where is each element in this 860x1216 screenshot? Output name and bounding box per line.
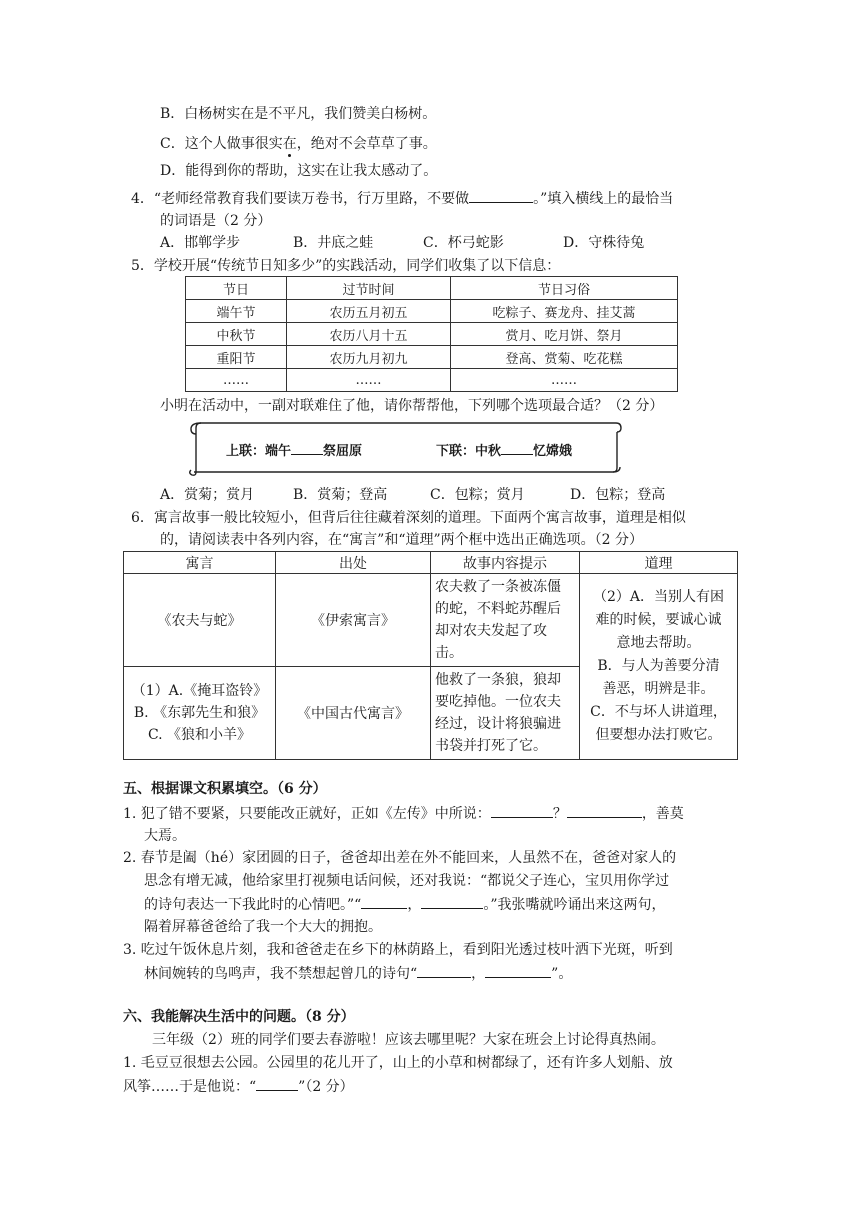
fable-source: 《伊索寓言》 [276,574,431,667]
sec5-q2-line2: 思念有增无减，他给家里打视频电话问候，还对我说：“都说父子连心，宝贝用你学过 [144,873,670,889]
table-cell: …… [451,369,678,392]
table-row [124,574,738,667]
answer-blank[interactable] [567,803,642,818]
sec6-q1-line2: 风筝……于是他说：“ ”（2 分） [123,1076,354,1097]
couplet-down: 下联：中秋 忆嫦娥 [436,440,572,462]
table-row [186,369,678,392]
q5-option[interactable]: A．赏菊；赏月 [160,487,255,503]
q5-option[interactable]: D．包粽；登高 [570,487,666,503]
q5-option[interactable]: C．包粽；赏月 [430,487,525,503]
table-cell: 农历五月初五 [287,300,451,323]
q4-stem: 4．“老师经常教育我们要读万卷书，行万里路，不要做 。”填入横线上的最恰当 [131,188,673,209]
table-header-cell: 节日 [186,277,287,300]
sec5-q3-line2: 林间婉转的鸟鸣声，我不禁想起曾几的诗句“ ， ”。 [144,963,572,984]
sec6-intro: 三年级（2）班的同学们要去春游啦！应该去哪里呢？大家在班会上讨论得真热闹。 [152,1032,665,1048]
fable-name: 《农夫与蛇》 [124,574,276,667]
q3-option-b: B．白杨树实在是不平凡，我们赞美白杨树。 [160,106,437,122]
table-cell: 赏月、吃月饼、祭月 [451,323,678,346]
answer-blank[interactable] [491,803,553,818]
answer-blank[interactable] [421,894,483,909]
answer-blank[interactable] [417,963,471,978]
q6-stem-line1: 6．寓言故事一般比较短小，但背后往往藏着深刻的道理。下面两个寓言故事，道理是相似 [131,510,686,526]
q3-option-c: C．这个人做事很实在，绝对不会草草了事。 [160,136,437,152]
q4-option[interactable]: D．守株待兔 [563,235,645,251]
table-cell: 端午节 [186,300,287,323]
table-header-cell: 道理 [580,552,738,574]
sec5-q2-line1: 2. 春节是阖（hé）家团圆的日子，爸爸却出差在外不能回来，人虽然不在，爸爸对家人的 [123,850,677,866]
fable-options[interactable]: （1）A.《掩耳盗铃》 B. 《东郭先生和狼》 C. 《狼和小羊》 [124,667,276,760]
reason-options[interactable]: （2）A．当别人有困 难的时候，要诚心诚 意地去帮助。 B．与人为善要分清 善恶，明辨是非。 C．不与坏人讲道理， 但要想办法打败它。 [580,574,738,760]
q4-option[interactable]: C．杯弓蛇影 [423,235,504,251]
table-header-row [124,552,738,574]
sec5-q1: 1. 犯了错不要紧，只要能改正就好，正如《左传》中所说： ？ ，善莫 [123,803,684,824]
table-header-cell: 节日习俗 [451,277,678,300]
table-cell: …… [186,369,287,392]
table-header-cell: 出处 [276,552,431,574]
answer-blank[interactable] [361,894,407,909]
sec5-q3-line1: 3. 吃过午饭休息片刻，我和爸爸走在乡下的林荫路上，看到阳光透过枝叶洒下光斑，听到 [123,942,673,958]
sec5-q1-line2: 大焉。 [144,828,186,844]
q4-option[interactable]: B．井底之蛙 [293,235,374,251]
festival-table [185,276,678,392]
fable-source: 《中国古代寓言》 [276,667,431,760]
answer-blank[interactable] [256,1076,298,1091]
table-cell: 吃粽子、赛龙舟、挂艾蒿 [451,300,678,323]
fable-table [123,551,738,760]
fable-hint: 他救了一条狼，狼却 要吃掉他。一位农夫 经过，设计将狼骗进 书袋并打死了它。 [431,667,580,760]
q4-option[interactable]: A．邯郸学步 [160,235,241,251]
q5-question: 小明在活动中，一副对联难住了他，请你帮帮他，下列哪个选项最合适？（2 分） [160,398,664,414]
table-cell: 登高、赏菊、吃花糕 [451,346,678,369]
table-row [186,346,678,369]
table-cell: 中秋节 [186,323,287,346]
q5-stem: 5．学校开展“传统节日知多少”的实践活动，同学们收集了以下信息： [131,258,561,274]
table-row [186,323,678,346]
sec5-q2-line4: 隔着屏幕爸爸给了我一个大大的拥抱。 [144,919,382,935]
q4-stem-line2: 的词语是（2 分） [160,213,272,229]
table-header-cell: 故事内容提示 [431,552,580,574]
q3-option-d: D．能得到你的帮助，这实在让我太感动了。 [160,163,438,179]
table-header-cell: 寓言 [124,552,276,574]
table-cell: 农历八月十五 [287,323,451,346]
table-cell: 重阳节 [186,346,287,369]
fable-hint: 农夫救了一条被冻僵 的蛇，不料蛇苏醒后 却对农夫发起了攻 击。 [431,574,580,667]
table-cell: 农历九月初九 [287,346,451,369]
answer-blank[interactable] [485,963,551,978]
couplet-up: 上联：端午 祭屈原 [226,440,362,462]
sec6-q1-line1: 1. 毛豆豆很想去公园。公园里的花儿开了，山上的小草和树都绿了，还有许多人划船、放 [123,1055,673,1071]
table-row [186,300,678,323]
couplet-scroll [188,420,622,478]
table-header-row [186,277,678,300]
answer-blank[interactable] [291,440,323,455]
answer-blank[interactable] [501,440,533,455]
sec5-q2-line3: 的诗句表达一下我此时的心情吧。”“ ， 。”我张嘴就吟诵出来这两句， [144,894,666,915]
section-5-title: 五、根据课文积累填空。（6 分） [123,781,327,797]
q6-stem-line2: 的，请阅读表中各列内容，在“寓言”和“道理”两个框中选出正确选项。（2 分） [160,532,643,548]
emphasis-dot: 在 [282,136,297,152]
section-6-title: 六、我能解决生活中的问题。（8 分） [123,1009,355,1025]
table-cell: …… [287,369,451,392]
table-header-cell: 过节时间 [287,277,451,300]
q5-option[interactable]: B．赏菊；登高 [293,487,388,503]
answer-blank[interactable] [469,188,533,203]
